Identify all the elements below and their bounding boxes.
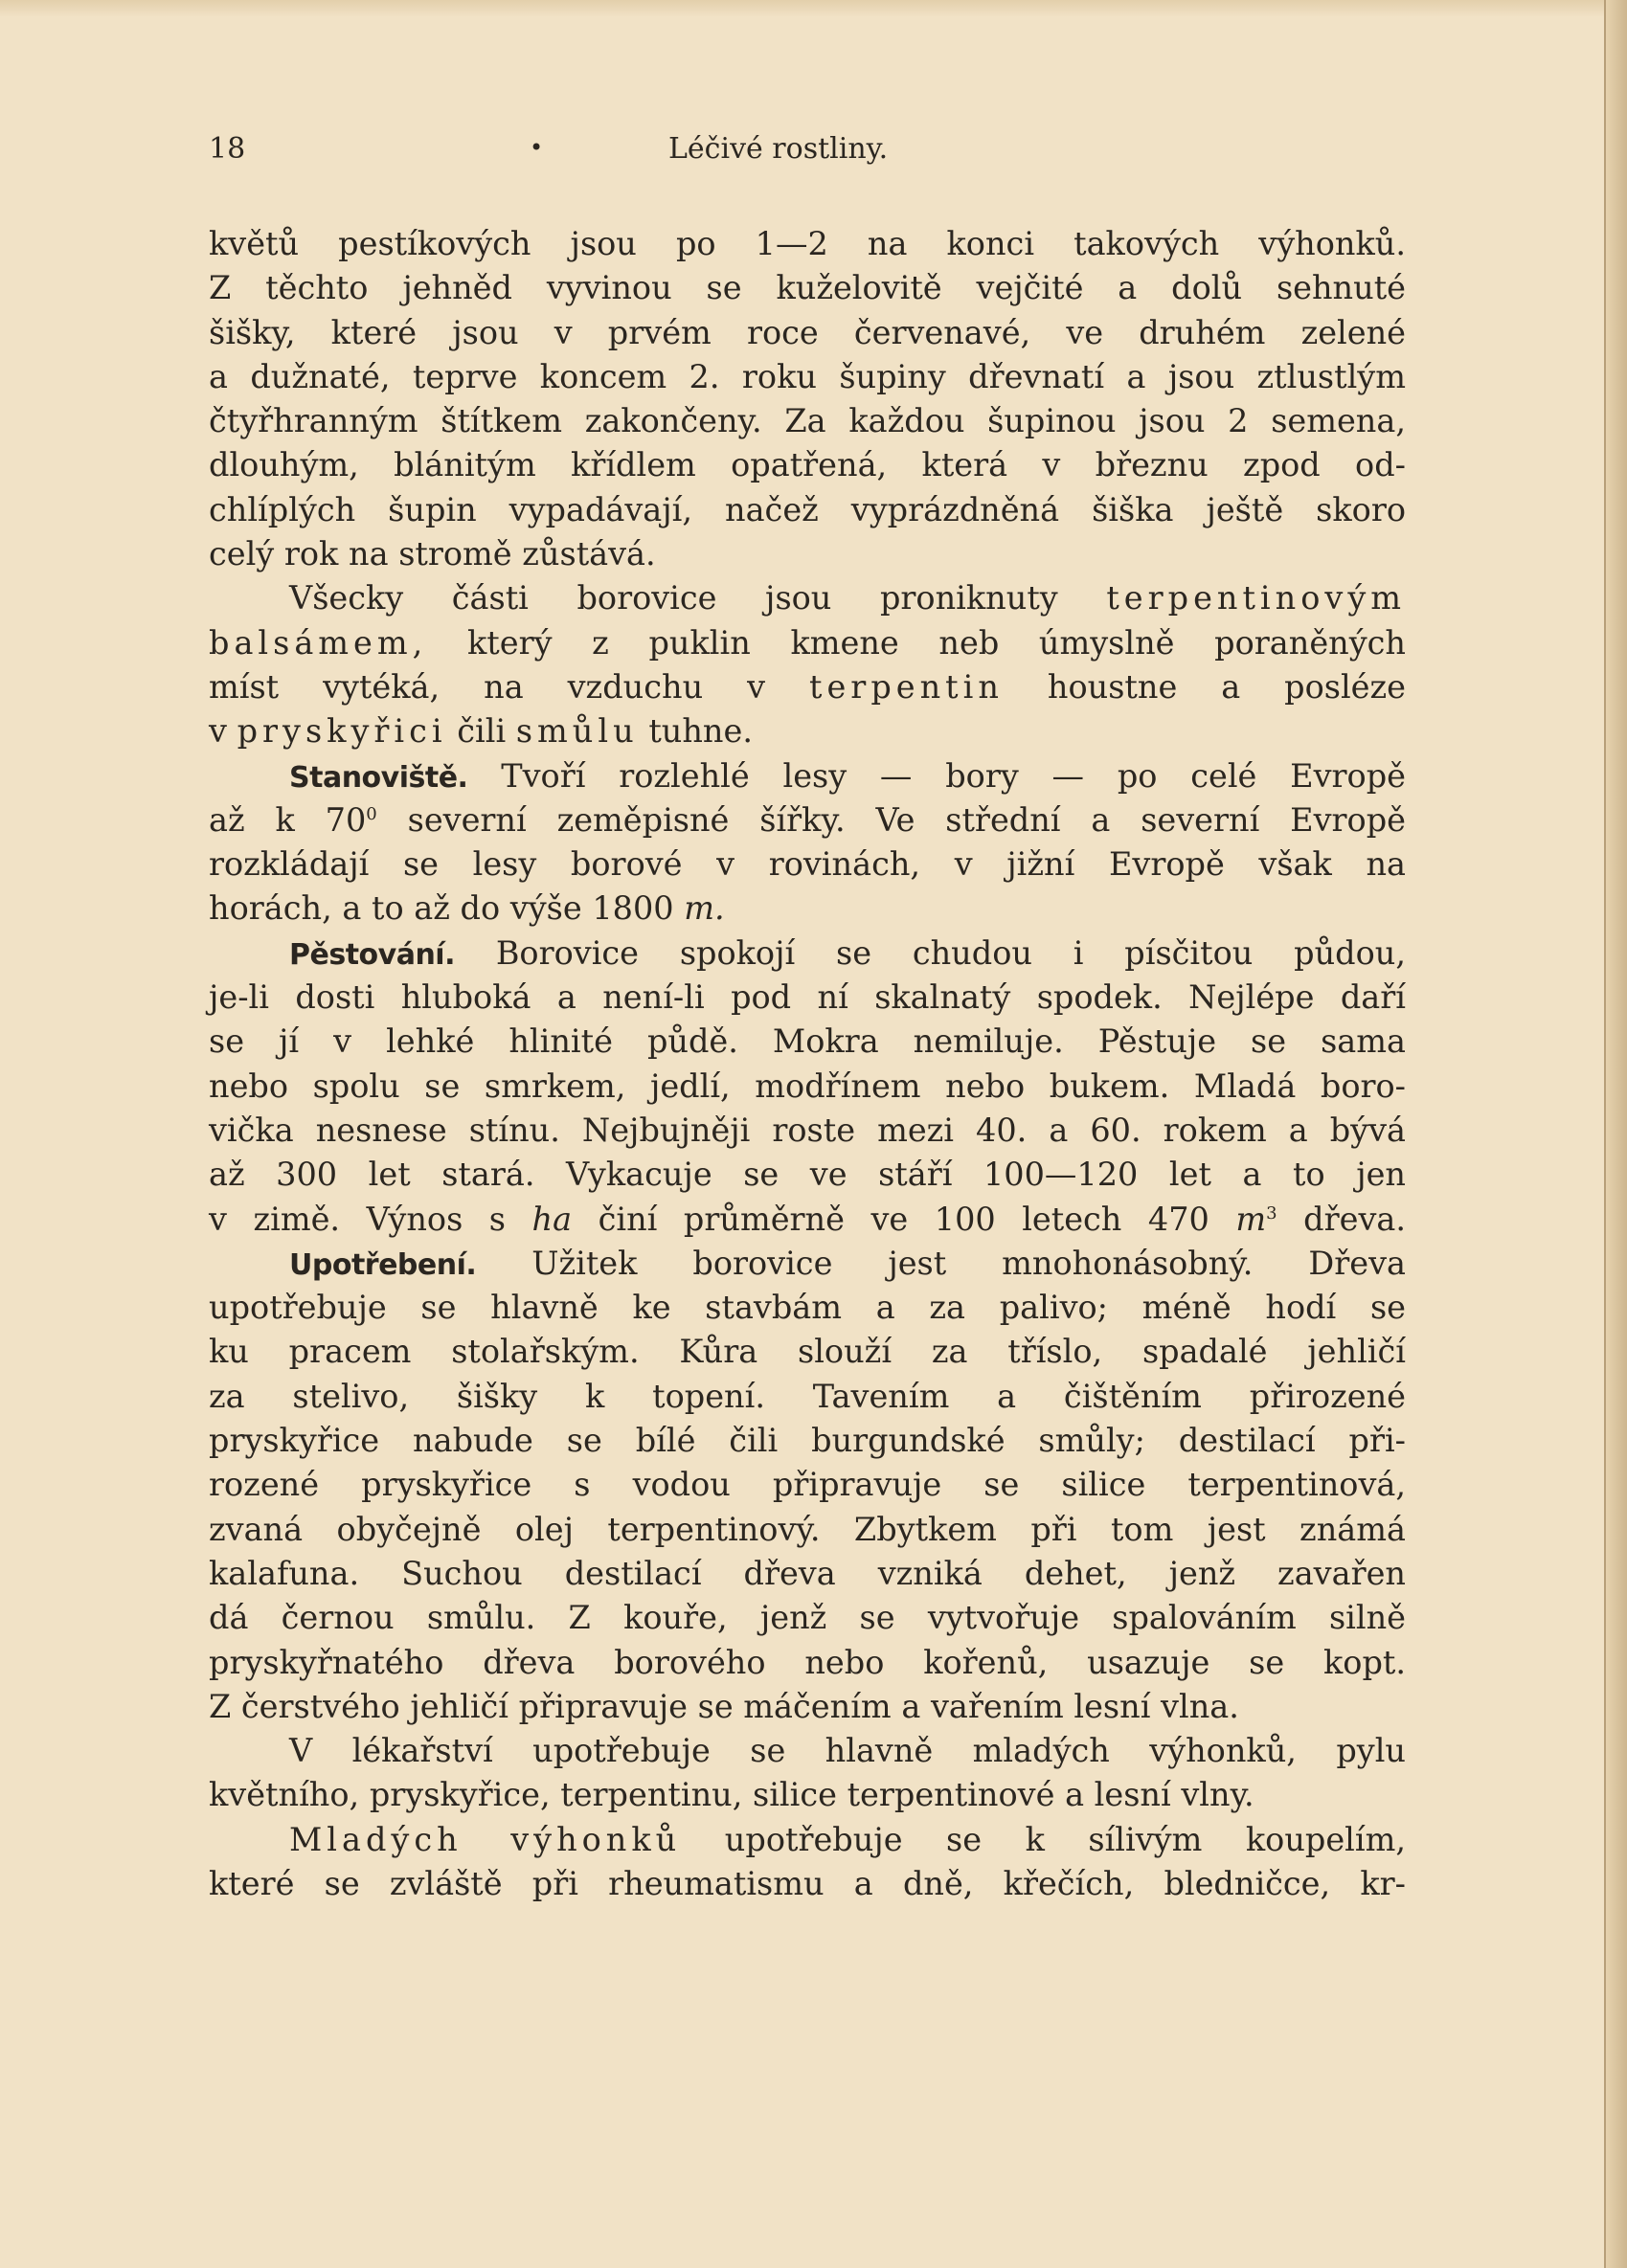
text-line: rozkládají se lesy borové v rovinách, v jižní Evropě však na [209, 845, 1406, 884]
text-line: V lékařství upotřebuje se hlavně mladých výhonků, pylu [289, 1732, 1406, 1770]
text-line: Z čerstvého jehličí připravuje se máčením a vařením lesní vlna. [209, 1687, 1239, 1725]
spaced-term: terpentin [809, 667, 1004, 706]
text-line [209, 798, 1406, 842]
text-line: vička nesnese stínu. Nejbujněji roste mezi 40. a 60. rokem a bývá [209, 1111, 1406, 1149]
header-mark: • [530, 134, 544, 161]
text-span: tuhne. [648, 712, 753, 751]
text-span: houstne a posléze [1047, 667, 1406, 706]
unit: m. [684, 889, 725, 928]
running-title: Léčivé rostliny. [668, 132, 889, 166]
text-line [209, 1818, 1406, 1862]
text-line: nebo spolu se smrkem, jedlí, modřínem nebo bukem. Mladá boro- [209, 1067, 1406, 1105]
spaced-term: balsámem, [209, 623, 428, 662]
text-span: v zimě. Výnos s [209, 1200, 506, 1238]
text-span: až k 70 [209, 800, 367, 839]
text-span: dřeva. [1303, 1200, 1406, 1238]
unit: ha [531, 1200, 573, 1238]
text-span: Borovice spokojí se chudou i písčitou půdou, [495, 933, 1407, 972]
text-span: míst vytéká, na vzduchu v [209, 667, 766, 706]
text-line: květního, pryskyřice, terpentinu, silice terpentinové a lesní vlny. [209, 1776, 1254, 1814]
section-heading-stanoviste: Stanoviště. [289, 760, 468, 795]
unit-group [1235, 1201, 1277, 1238]
text-line: za stelivo, šišky k topení. Tavením a čištěním přirozené [209, 1377, 1406, 1415]
text-span: v [209, 712, 227, 751]
page-header [209, 132, 1406, 180]
text-line [209, 576, 1406, 620]
text-line [209, 665, 1406, 709]
text-line [209, 621, 1406, 665]
text-line: čtyřhranným štítkem zakončeny. Za každou šupinou jsou 2 semena, [209, 402, 1406, 440]
page-right-edge [1604, 0, 1627, 2268]
unit: m [1235, 1200, 1267, 1238]
section-heading-pestovani: Pěstování. [289, 937, 455, 972]
text-line: které se zvláště při rheumatismu a dně, křečích, bledničce, kr- [209, 1864, 1406, 1902]
text-span: který z puklin kmene neb úmyslně poraněných [466, 623, 1406, 662]
text-line [209, 932, 1406, 976]
text-line: dá černou smůlu. Z kouře, jenž se vytvořuje spalováním silně [209, 1599, 1406, 1637]
text-span: severní zeměpisné šířky. Ve střední a severní Evropě [407, 800, 1406, 839]
text-span: upotřebuje se k sílivým koupelím, [724, 1820, 1407, 1858]
text-line: se jí v lehké hlinité půdě. Mokra nemiluje. Pěstuje se sama [209, 1022, 1406, 1061]
section-heading-upotrebeni: Upotřebení. [289, 1247, 477, 1282]
text-line: je-li dosti hluboká a není-li pod ní skalnatý spodek. Nejlépe daří [209, 978, 1406, 1017]
text-line: ku pracem stolařským. Kůra slouží za tříslo, spadalé jehličí [209, 1333, 1406, 1371]
text-span: čili [457, 712, 507, 751]
page-top-shadow [0, 0, 1627, 17]
text-line [209, 754, 1406, 798]
text-line: kalafuna. Suchou destilací dřeva vzniká dehet, jenž zavařen [209, 1554, 1406, 1592]
superscript: 0 [366, 803, 377, 824]
spaced-term: smůlu [515, 712, 639, 751]
text-line: pryskyřnatého dřeva borového nebo kořenů, usazuje se kopt. [209, 1643, 1406, 1681]
text-line [209, 1242, 1406, 1286]
text-span: Tvoří rozlehlé lesy — bory — po celé Evropě [501, 756, 1406, 795]
text-line: až 300 let stará. Vykacuje se ve stáří 100—120 let a to jen [209, 1156, 1406, 1194]
text-line [209, 709, 1406, 753]
text-line: dlouhým, blánitým křídlem opatřená, která v březnu zpod od- [209, 446, 1406, 484]
text-line: Z těchto jehněd vyvinou se kuželovitě vejčité a dolů sehnuté [209, 269, 1406, 307]
text-line [209, 887, 1406, 931]
text-line: zvaná obyčejně olej terpentinový. Zbytkem při tom jest známá [209, 1510, 1406, 1548]
page-number: 18 [209, 132, 246, 166]
text-line: květů pestíkových jsou po 1—2 na konci takových výhonků. [209, 225, 1406, 262]
text-line [209, 1198, 1406, 1242]
text-line: šišky, které jsou v prvém roce červenavé, ve druhém zelené [209, 313, 1406, 351]
text-span: Užitek borovice jest mnohonásobný. Dřeva [531, 1244, 1406, 1282]
superscript: 3 [1266, 1202, 1277, 1224]
spaced-term: terpentinovým [1106, 579, 1407, 618]
spaced-term: Mladých výhonků [289, 1820, 682, 1858]
text-line: celý rok na stromě zůstává. [209, 535, 656, 573]
text-line: upotřebuje se hlavně ke stavbám a za palivo; méně hodí se [209, 1289, 1406, 1327]
text-line: pryskyřice nabude se bílé čili burgundské smůly; destilací při- [209, 1422, 1406, 1460]
text-line: chlíplých šupin vypadávají, načež vyprázdněná šiška ještě skoro [209, 490, 1406, 528]
spaced-term: pryskyřici [237, 712, 447, 751]
body-text [209, 222, 1406, 1906]
text-line: a dužnaté, teprve koncem 2. roku šupiny dřevnatí a jsou ztlustlým [209, 357, 1406, 395]
text-span: činí průměrně ve 100 letech 470 [598, 1200, 1209, 1238]
text-span: Všecky části borovice jsou proniknuty [289, 579, 1058, 618]
text-line: rozené pryskyřice s vodou připravuje se silice terpentinová, [209, 1466, 1406, 1504]
text-span: horách, a to až do výše 1800 [209, 889, 674, 928]
